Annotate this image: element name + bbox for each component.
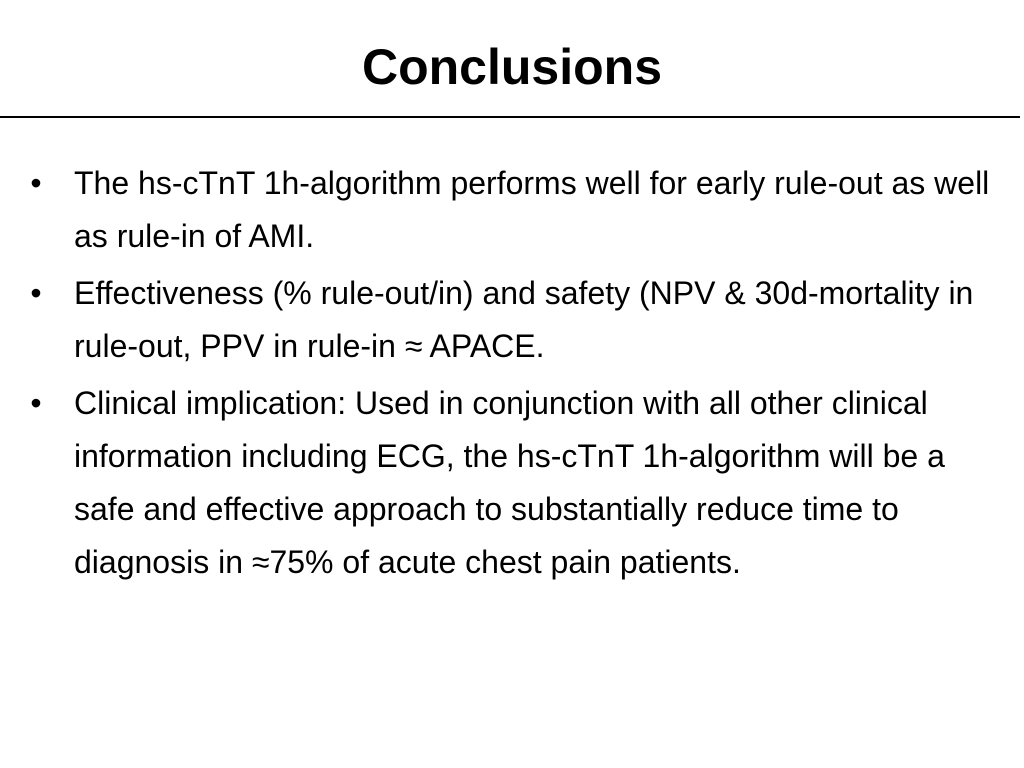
bullet-marker: • bbox=[30, 275, 42, 311]
bullet-item-early-rule-out bbox=[0, 157, 1024, 263]
bullet-marker: • bbox=[30, 165, 42, 201]
bullet-item-clinical-implication bbox=[0, 377, 1024, 589]
bullet-text: Clinical implication: Used in conjunction with all other clinical information including ECG, the hs-cTnT 1h-algorithm will be a safe and effective approach to substantially reduce time to diagnosis in ≈75% of acute chest pain patients. bbox=[74, 385, 945, 580]
slide-title: Conclusions bbox=[361, 39, 663, 95]
title-divider bbox=[0, 116, 1020, 118]
bullet-text: The hs-cTnT 1h-algorithm performs well for early rule-out as well as rule-in of AMI. bbox=[74, 165, 990, 254]
bullet-list bbox=[0, 157, 1024, 593]
bullet-marker: • bbox=[30, 385, 42, 421]
bullet-text: Effectiveness (% rule-out/in) and safety (NPV & 30d-mortality in rule-out, PPV in rule-in ≈ APACE. bbox=[74, 275, 974, 364]
bullet-item-effectiveness-safety bbox=[0, 267, 1024, 373]
